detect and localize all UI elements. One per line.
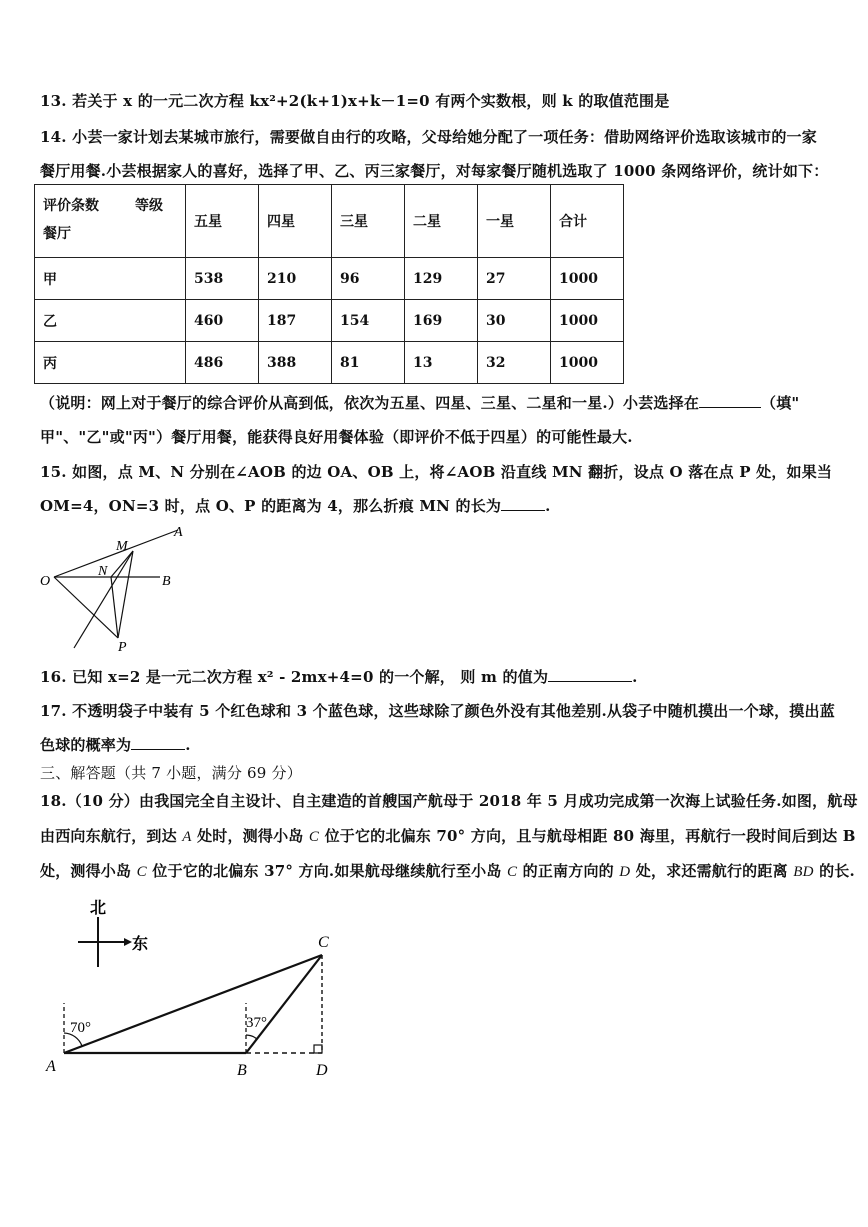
table-cell: 169 — [405, 300, 478, 342]
table-cell: 388 — [259, 342, 332, 384]
table-cell: 187 — [259, 300, 332, 342]
period: . — [185, 736, 191, 754]
question-text: OM=4，ON=3 时，点 O、P 的距离为 4，那么折痕 MN 的长为 — [40, 497, 502, 515]
point-C-ref: C — [308, 829, 320, 845]
question-17-line-2 — [40, 734, 191, 755]
east-label: 东 — [132, 936, 149, 953]
table-header-cell: 一星 — [478, 185, 551, 258]
table-cell: 538 — [186, 258, 259, 300]
table-cell: 486 — [186, 342, 259, 384]
north-label: 北 — [90, 900, 107, 917]
label-N: N — [98, 564, 108, 579]
label-O: O — [40, 574, 51, 589]
table-cell: 129 — [405, 258, 478, 300]
question-13: 13. 若关于 x 的一元二次方程 kx²+2(k+1)x+k－1=0 有两个实数根，则 k 的取值范围是 — [40, 92, 670, 110]
question-text: 的长. — [819, 862, 855, 880]
table-corner-cell — [35, 185, 186, 258]
table-cell: 27 — [478, 258, 551, 300]
note-text: （说明：网上对于餐厅的综合评价从高到低，依次为五星、四星、三星、二星和一星.）小芸选择在 — [40, 394, 700, 412]
answer-blank[interactable] — [699, 393, 761, 408]
section-title: 三、解答题（共 7 小题，满分 69 分） — [40, 764, 302, 782]
table-cell: 30 — [478, 300, 551, 342]
table-cell: 1000 — [551, 300, 624, 342]
table-cell: 1000 — [551, 342, 624, 384]
table-header-row — [35, 185, 624, 258]
label-D: D — [316, 1062, 328, 1079]
right-angle-mark — [314, 1045, 322, 1053]
table-cell: 13 — [405, 342, 478, 384]
point-A-ref: A — [182, 829, 192, 845]
segment-BD-ref: BD — [793, 864, 814, 880]
question-16 — [40, 666, 638, 687]
table-cell: 81 — [332, 342, 405, 384]
question-15-line-1: 15. 如图，点 M、N 分别在∠AOB 的边 OA、OB 上，将∠AOB 沿直线 MN 翻折，设点 O 落在点 P 处，如果当 — [40, 463, 833, 481]
point-C-ref: C — [136, 864, 147, 880]
table-header-cell: 四星 — [259, 185, 332, 258]
table-row-label: 丙 — [35, 342, 186, 384]
answer-blank[interactable] — [548, 667, 632, 682]
table-header-cell: 三星 — [332, 185, 405, 258]
question-text: 位于它的北偏东 37° 方向.如果航母继续航行至小岛 — [152, 862, 502, 880]
label-B: B — [162, 574, 171, 589]
question-14-note-line-2: 甲"、"乙"或"丙"）餐厅用餐，能获得良好用餐体验（即评价不低于四星）的可能性最大. — [40, 428, 633, 446]
table-header-cell: 五星 — [186, 185, 259, 258]
question-18-line-1: 18.（10 分）由我国完全自主设计、自主建造的首艘国产航母于 2018 年 5 月成功完成第一次海上试验任务.如图，航母 — [40, 792, 858, 810]
table-cell: 154 — [332, 300, 405, 342]
label-A: A — [174, 525, 183, 540]
answer-blank[interactable] — [501, 496, 545, 511]
table-header-cell: 合计 — [551, 185, 624, 258]
angle-label-37: 37° — [246, 1015, 267, 1031]
question-18-line-2 — [40, 825, 856, 846]
corner-label-grade: 等级 — [135, 198, 163, 214]
period: . — [632, 668, 638, 686]
question-17-line-1: 17. 不透明袋子中装有 5 个红色球和 3 个蓝色球，这些球除了颜色外没有其他差别.从袋子中随机摸出一个球，摸出蓝 — [40, 702, 835, 720]
question-14-note-line-1 — [40, 392, 799, 413]
label-P: P — [118, 640, 127, 655]
question-text: 处时，测得小岛 — [197, 827, 304, 845]
table-cell: 460 — [186, 300, 259, 342]
restaurant-rating-table — [34, 184, 624, 384]
question-text: 16. 已知 x=2 是一元二次方程 x² - 2mx+4=0 的一个解， 则 m 的值为 — [40, 668, 549, 686]
table-header-cell: 二星 — [405, 185, 478, 258]
fold-angle-figure — [30, 518, 190, 656]
label-A: A — [46, 1058, 56, 1075]
question-15-line-2 — [40, 495, 551, 516]
question-14-line-2: 餐厅用餐.小芸根据家人的喜好，选择了甲、乙、丙三家餐厅，对每家餐厅随机选取了 1000 条网络评价，统计如下： — [40, 162, 829, 180]
question-14-line-1: 14. 小芸一家计划去某城市旅行，需要做自由行的攻略，父母给她分配了一项任务：借助网络评价选取该城市的一家 — [40, 128, 817, 146]
table-row — [35, 342, 624, 384]
question-text: 色球的概率为 — [40, 736, 132, 754]
point-C-ref: C — [506, 864, 518, 880]
table-row-label: 乙 — [35, 300, 186, 342]
compass-icon — [78, 917, 132, 967]
question-text: 的正南方向的 — [522, 862, 614, 880]
question-text: 由西向东航行，到达 — [40, 827, 177, 845]
angle-arc-B — [246, 1035, 257, 1039]
question-text: 位于它的北偏东 70° 方向，且与航母相距 80 海里，再航行一段时间后到达 B — [324, 827, 856, 845]
table-row — [35, 258, 624, 300]
period: . — [545, 497, 551, 515]
angle-label-70: 70° — [70, 1020, 91, 1036]
question-text: 处，测得小岛 — [40, 862, 132, 880]
table-row — [35, 300, 624, 342]
corner-label-restaurant: 餐厅 — [43, 226, 71, 242]
note-text-end: （填" — [761, 394, 800, 412]
label-B: B — [237, 1062, 247, 1079]
label-M: M — [116, 539, 128, 554]
table-cell: 32 — [478, 342, 551, 384]
table-cell: 210 — [259, 258, 332, 300]
question-text: 处，求还需航行的距离 — [635, 862, 788, 880]
table-row-label: 甲 — [35, 258, 186, 300]
question-18-line-3 — [40, 860, 855, 881]
corner-label-count: 评价条数 — [43, 198, 99, 214]
navigation-figure — [40, 895, 360, 1085]
answer-blank[interactable] — [131, 735, 185, 750]
table-cell: 96 — [332, 258, 405, 300]
label-C: C — [318, 934, 329, 951]
point-D-ref: D — [619, 864, 631, 880]
table-cell: 1000 — [551, 258, 624, 300]
